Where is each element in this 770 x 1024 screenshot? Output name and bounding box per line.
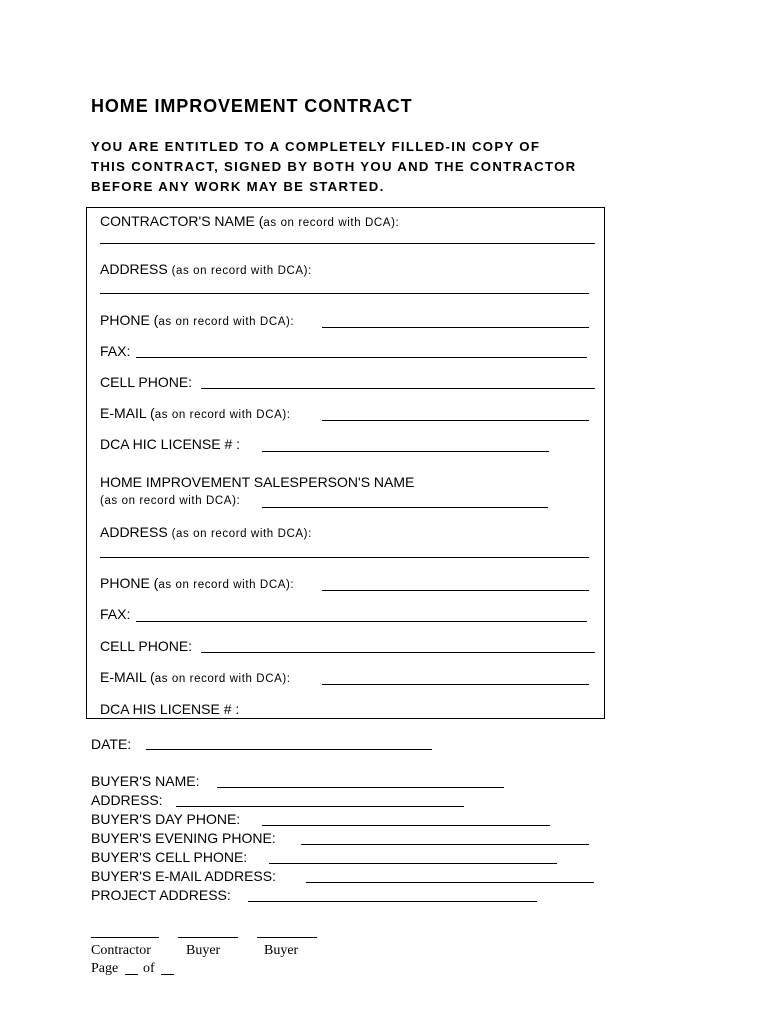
project-address-field[interactable] <box>248 901 537 902</box>
buyer-cell-phone-label: BUYER'S CELL PHONE: <box>91 849 248 865</box>
salesperson-fax-label: FAX: <box>100 606 131 622</box>
buyer-evening-phone-field[interactable] <box>301 844 589 845</box>
contractor-email-field[interactable] <box>322 420 589 421</box>
notice-line-1: YOU ARE ENTITLED TO A COMPLETELY FILLED-IN COPY OF <box>91 139 541 154</box>
buyer-cell-phone-field[interactable] <box>269 863 557 864</box>
salesperson-cell-label: CELL PHONE: <box>100 638 193 654</box>
buyer2-initials-line[interactable] <box>257 937 317 938</box>
contractor-cell-field[interactable] <box>201 388 595 389</box>
contractor-fax-field[interactable] <box>136 357 587 358</box>
salesperson-name-label: HOME IMPROVEMENT SALESPERSON'S NAME <box>100 474 415 490</box>
contractor-name-field[interactable] <box>100 243 595 244</box>
buyer-day-phone-label: BUYER'S DAY PHONE: <box>91 811 241 827</box>
contractor-license-field[interactable] <box>262 451 549 452</box>
salesperson-cell-field[interactable] <box>201 652 595 653</box>
contractor-cell-label: CELL PHONE: <box>100 374 193 390</box>
page-number-field[interactable] <box>125 974 138 975</box>
salesperson-license-label: DCA HIS LICENSE # : <box>100 701 240 717</box>
contractor-address-field[interactable] <box>100 293 589 294</box>
buyer-email-field[interactable] <box>306 882 594 883</box>
salesperson-email-field[interactable] <box>322 684 589 685</box>
contractor-initials-label: Contractor <box>91 943 151 958</box>
contractor-name-label: CONTRACTOR'S NAME (as on record with DCA): <box>100 213 400 229</box>
buyer1-initials-line[interactable] <box>178 937 238 938</box>
buyer-name-field[interactable] <box>217 787 504 788</box>
buyer-name-label: BUYER'S NAME: <box>91 773 200 789</box>
contractor-phone-field[interactable] <box>322 327 589 328</box>
buyer-email-label: BUYER'S E-MAIL ADDRESS: <box>91 868 276 884</box>
salesperson-record-note: (as on record with DCA): <box>100 495 241 507</box>
notice-line-3: BEFORE ANY WORK MAY BE STARTED. <box>91 179 385 194</box>
buyer-evening-phone-label: BUYER'S EVENING PHONE: <box>91 830 276 846</box>
date-label: DATE: <box>91 736 132 752</box>
date-field[interactable] <box>146 749 432 750</box>
buyer-address-field[interactable] <box>176 806 464 807</box>
buyer2-initials-label: Buyer <box>264 943 299 958</box>
buyer-address-label: ADDRESS: <box>91 792 163 808</box>
page-total-field[interactable] <box>161 974 174 975</box>
contractor-initials-line[interactable] <box>91 937 159 938</box>
page-label: Page <box>91 961 119 976</box>
salesperson-phone-label: PHONE (as on record with DCA): <box>100 575 295 591</box>
salesperson-email-label: E-MAIL (as on record with DCA): <box>100 669 291 685</box>
contractor-license-label: DCA HIC LICENSE # : <box>100 436 241 452</box>
page-of-label: of <box>143 961 155 976</box>
contractor-email-label: E-MAIL (as on record with DCA): <box>100 405 291 421</box>
document-title: HOME IMPROVEMENT CONTRACT <box>91 96 413 116</box>
contractor-address-label: ADDRESS (as on record with DCA): <box>100 261 312 277</box>
salesperson-phone-field[interactable] <box>322 590 589 591</box>
project-address-label: PROJECT ADDRESS: <box>91 887 231 903</box>
salesperson-fax-field[interactable] <box>136 621 587 622</box>
notice-line-2: THIS CONTRACT, SIGNED BY BOTH YOU AND THE CONTRACTOR <box>91 159 577 174</box>
salesperson-address-field[interactable] <box>100 557 589 558</box>
contractor-fax-label: FAX: <box>100 343 131 359</box>
salesperson-name-field[interactable] <box>262 507 548 508</box>
buyer1-initials-label: Buyer <box>186 943 221 958</box>
buyer-day-phone-field[interactable] <box>262 825 550 826</box>
salesperson-address-label: ADDRESS (as on record with DCA): <box>100 524 312 540</box>
contractor-phone-label: PHONE (as on record with DCA): <box>100 312 295 328</box>
